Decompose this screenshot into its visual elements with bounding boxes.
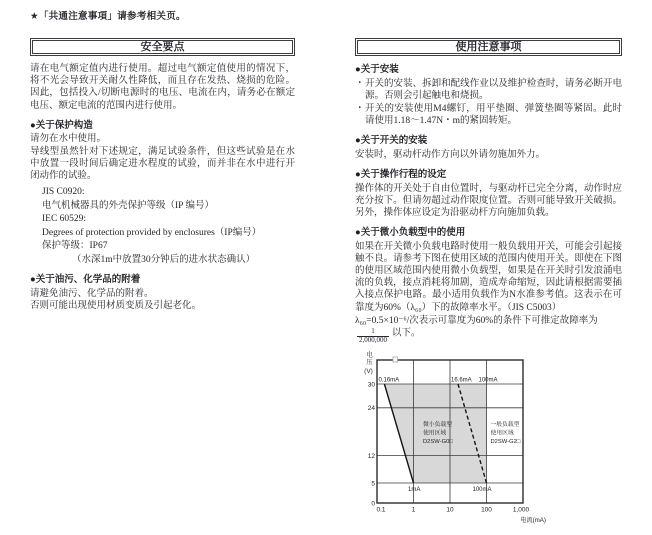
usage-title: 使用注意事项: [455, 41, 522, 53]
spec-line: Degrees of protection provided by enclosures（IP编号）: [42, 227, 262, 238]
common-precautions-note: ★「共通注意事項」请参考相关页。: [30, 11, 186, 22]
protection-spec-list: [42, 187, 295, 266]
y-axis-label-unit: (V): [364, 368, 373, 375]
point-label: 1mA: [408, 487, 421, 493]
usage-column: [355, 38, 622, 344]
x-tick: 100: [481, 506, 492, 514]
failure-rate-formula: [355, 315, 622, 344]
bullet-glyph: ・: [355, 78, 365, 89]
svg-text:使用区域: 使用区域: [423, 430, 447, 437]
point-label: 16.6mA: [451, 377, 472, 384]
x-axis-label: 电流(mA): [520, 517, 546, 524]
svg-text:一般负载型: 一般负载型: [490, 422, 520, 428]
y-tick: 24: [367, 405, 375, 413]
microload-p1: 如果在开关微小负载电路时使用一般负载用开关，可能会引起接触不良。请参考下图在使用区域的范围内使用开关。即使在下图的使用区域范围内使用微小负载型，如果是在开关时引发浪涌电流的负载，接点消耗将加剧，造成寿命缩短，因此请根据需要插入接点保护电路。最小适用负载作为N水准参考值。这表示在可靠度为60%（λ₆₀）下的故障率水平。（JIS C5003）: [355, 241, 622, 313]
usage-title-box: [355, 38, 622, 56]
y-tick: 0: [371, 500, 375, 508]
protection-p2: 导线型虽然针对下述规定，满足试验条件，但这些试验是在水中放置一段时间后确定进水程度的试验，而并非在水中进行开闭动作的试验。: [30, 146, 295, 181]
point-label: 100mA: [472, 487, 492, 493]
formula-suffix: 以下。: [392, 328, 421, 339]
section-heading-microload: ●关于微小负载型中的使用: [355, 227, 466, 239]
spec-line: 电气机械器具的外壳保护等级（IP 编号）: [42, 200, 214, 211]
safety-column: [30, 38, 295, 312]
oil-p2: 否则可能出现使用材质变质及引起老化。: [30, 300, 202, 311]
chart-svg: [356, 350, 608, 534]
safety-title: 安全要点: [140, 41, 185, 53]
x-tick: 0.1: [376, 506, 386, 514]
x-tick: 10: [446, 506, 454, 514]
point-label: 100mA: [478, 377, 498, 384]
protection-p1: 请勿在水中使用。: [30, 134, 107, 145]
point-label: 0.16mA: [378, 377, 400, 384]
placeholder-box: [393, 357, 398, 362]
x-tick: 1,000: [512, 506, 530, 514]
svg-text:使用区域: 使用区域: [490, 430, 514, 437]
svg-text:D2SW-G0□: D2SW-G0□: [423, 439, 453, 445]
oil-p1: 请避免油污、化学品的附着。: [30, 288, 154, 299]
y-axis-label-cjk: 电压: [365, 351, 372, 366]
stroke-p1: 操作体的开关处于自由位置时，与驱动杆已完全分离，动作时应充分按下。但请勿超过动作限度位置。否则可能导致开关破损。另外，操作体应设定为沿驱动杆方向施加负载。: [355, 183, 622, 218]
safety-intro: 请在电气额定值内进行使用。超过电气额定值使用的情况下，将不光会导致开关耐久性降低，而且存在发热、烧损的危险。因此，包括投入/切断电源时的电压、电流在内，请务必在额定电压、额定电流的范围内进行使用。: [30, 64, 295, 111]
fraction-numerator: 1: [371, 327, 375, 336]
svg-text:D2SW-G2□: D2SW-G2□: [490, 439, 521, 445]
install-item: [355, 78, 622, 102]
install-item-text: 开关的安装、拆卸和配线作业以及维护检查时，请务必断开电源。否则会引起触电和烧损。: [365, 78, 622, 101]
bullet-glyph: ・: [355, 103, 365, 114]
x-tick: 1: [411, 506, 416, 514]
general-load-region-label: [491, 420, 521, 445]
y-tick: 5: [371, 480, 375, 488]
install-item: [355, 103, 622, 127]
spec-note: （水深1m中放置30分钟后的进水状态确认）: [72, 254, 256, 265]
section-heading-stroke: ●关于操作行程的设定: [355, 169, 447, 181]
spec-line: 保护等级：IP67: [42, 241, 108, 252]
y-tick: 12: [367, 452, 375, 460]
safety-title-box: [30, 38, 295, 56]
svg-text:微小负载型: 微小负载型: [423, 422, 452, 428]
mounting-p1: 安装时，驱动杆动作方向以外请勿施加外力。: [355, 149, 546, 160]
fraction: [357, 328, 389, 344]
y-tick: 30: [367, 381, 375, 389]
formula-line: λ₆₀=0.5×10⁻⁶/次表示可靠度为60%的条件下可推定故障率为: [355, 315, 598, 326]
spec-line: JIS C0920:: [42, 187, 85, 198]
section-heading-install: ●关于安装: [355, 64, 399, 75]
section-heading-protection: ●关于保护构造: [30, 119, 93, 131]
section-heading-mounting: ●关于开关的安装: [355, 135, 428, 147]
spec-line: IEC 60529:: [42, 214, 87, 225]
section-heading-oil: ●关于油污、化学品的附着: [30, 274, 141, 286]
install-item-text: 开关的安装使用M4螺钉，用平垫圈、弹簧垫圈等紧固。此时请使用1.18～1.47N・m的紧固转矩。: [365, 103, 622, 127]
fraction-denominator: 2,000,000: [359, 335, 387, 344]
load-region-chart: [356, 350, 608, 534]
